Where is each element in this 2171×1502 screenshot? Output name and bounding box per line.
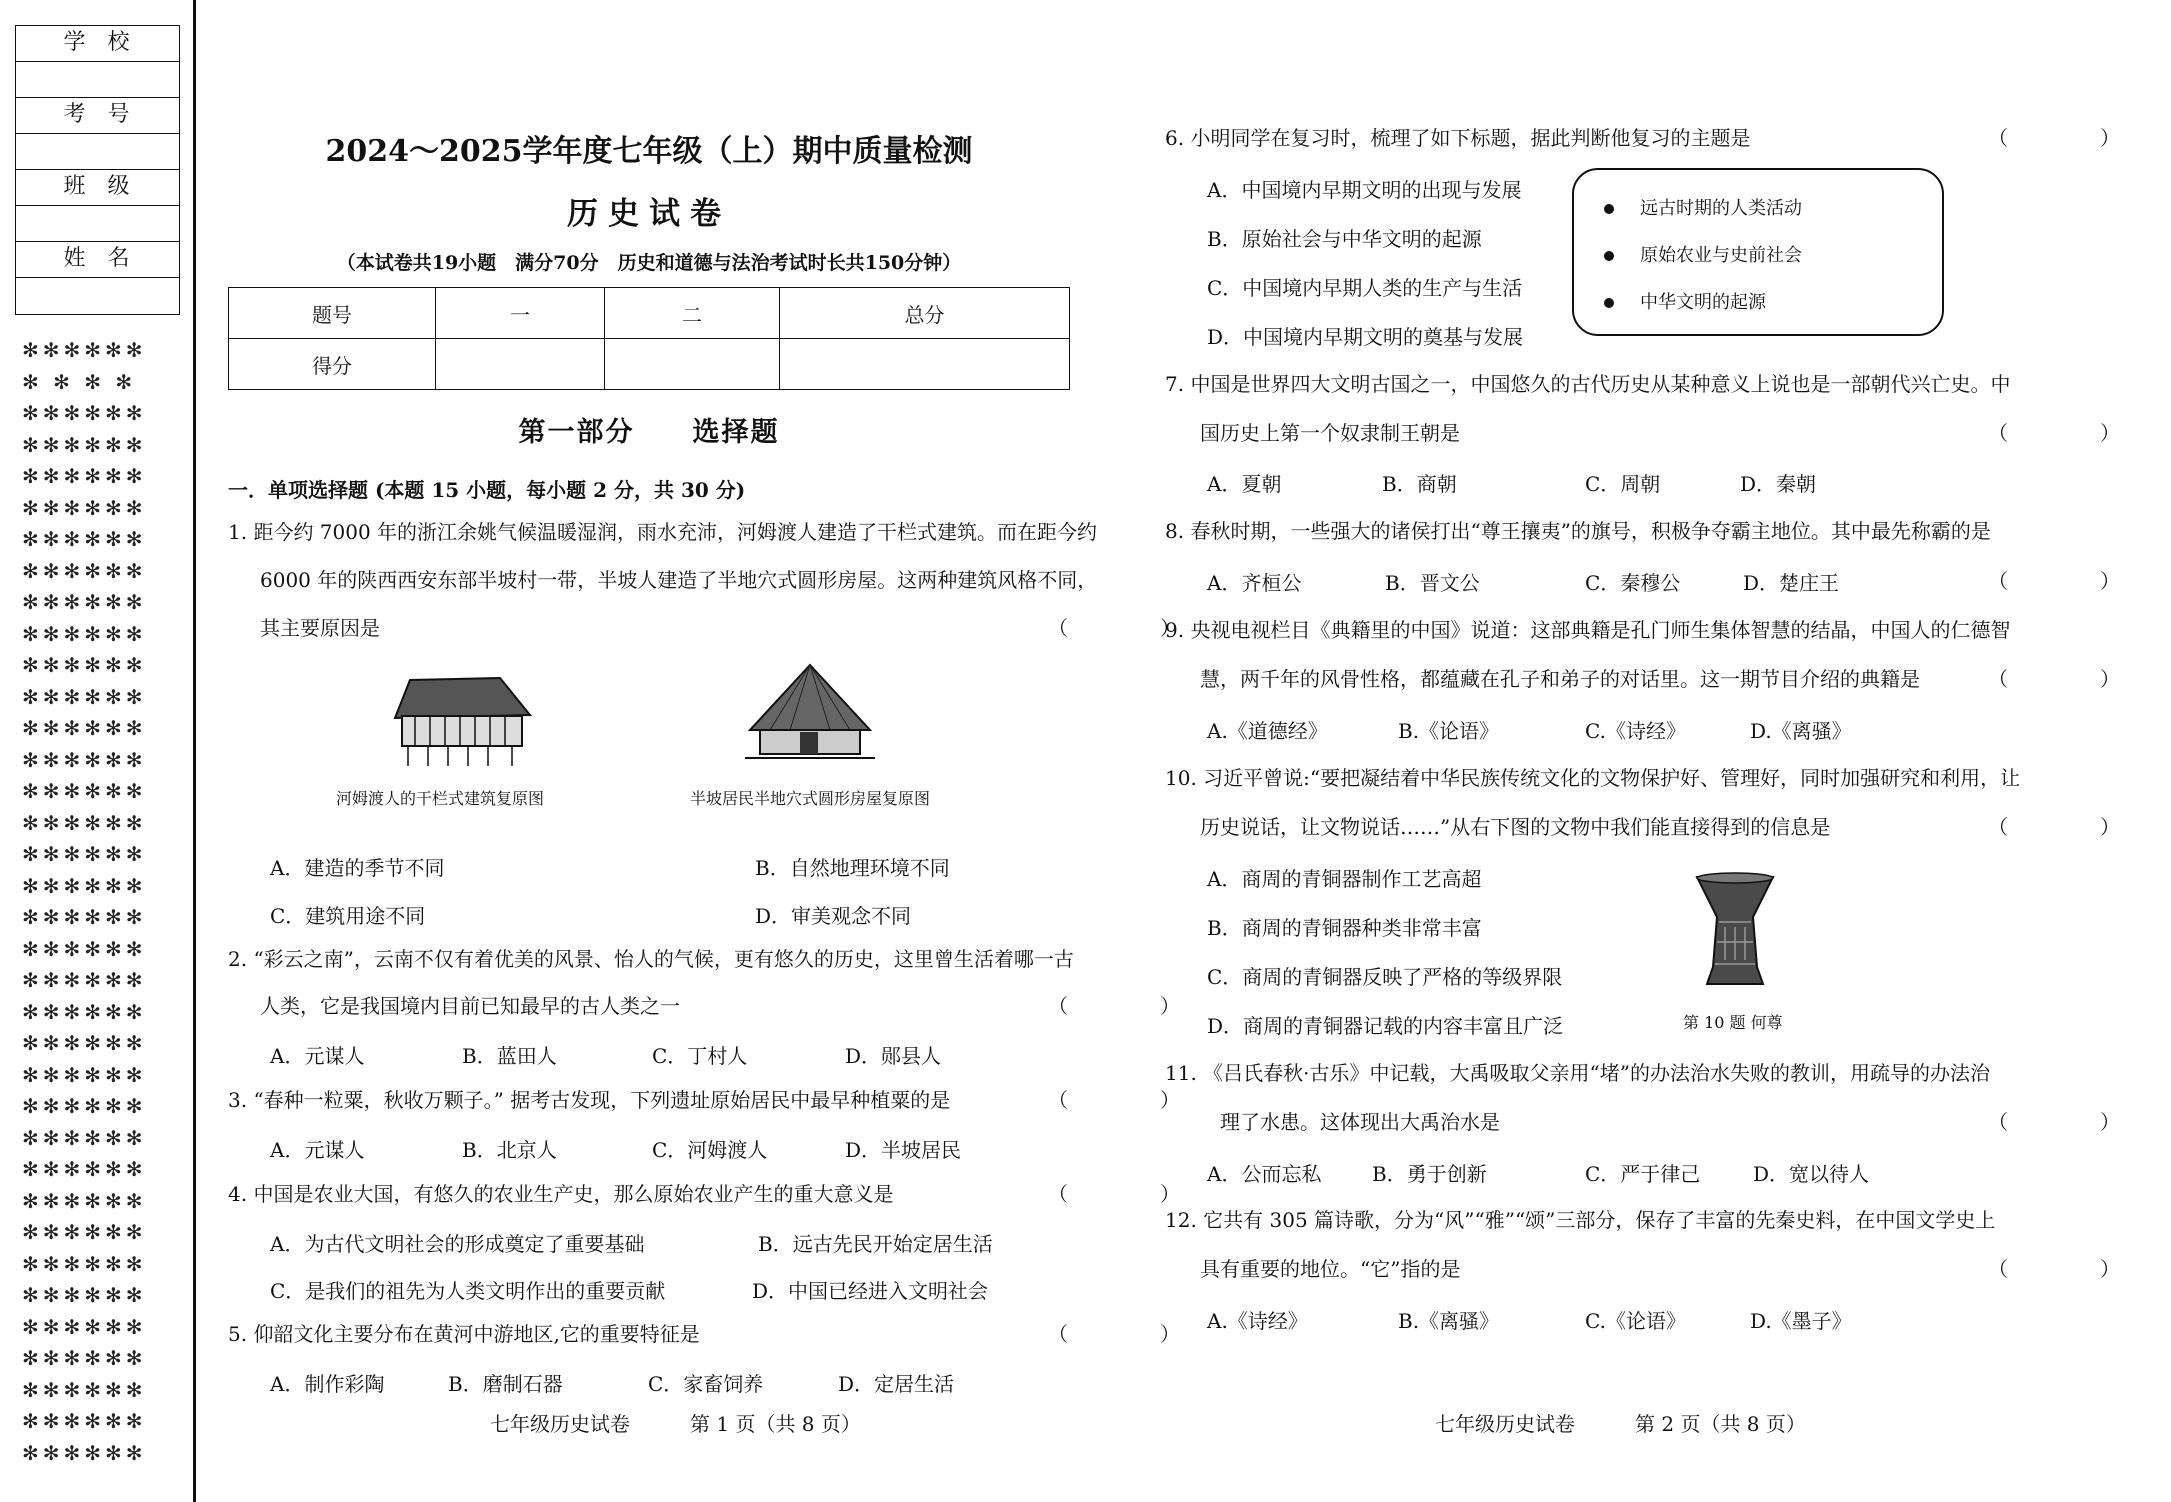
q6-topic-1-text: 远古时期的人类活动 [1640,198,1802,219]
q10-option-d[interactable]: D．商周的青铜器记载的内容丰富且广泛 [1207,1014,1564,1038]
q12-option-c[interactable]: C.《论语》 [1585,1309,1686,1333]
q4-option-d[interactable]: D．中国已经进入文明社会 [752,1279,989,1303]
q7-option-a[interactable]: A．夏朝 [1207,472,1282,496]
exam-subtitle: 历史试卷 [567,196,731,232]
q9-line1: 9. 央视电视栏目《典籍里的中国》说道：这部典籍是孔门师生集体智慧的结晶，中国人的仁德智 [1165,618,2011,642]
q7-line1: 7. 中国是世界四大文明古国之一，中国悠久的古代历史从某种意义上说也是一部朝代兴亡史。中 [1165,372,2011,396]
binding-line [193,0,196,1502]
q1-answer-paren[interactable]: （ ） [1048,616,1216,640]
school-label-row [16,26,179,62]
q6-topic-2 [1604,241,1802,267]
q11-answer-paren[interactable]: （ ） [1988,1110,2156,1134]
score-header-qnum: 题号 [229,288,436,339]
exam-title: 2024～2025学年度七年级（上）期中质量检测 [325,134,973,169]
q5-option-c[interactable]: C．家畜饲养 [648,1372,764,1396]
q3-line1: 3. “春种一粒粟，秋收万颗子。” 据考古发现，下列遗址原始居民中最早种植粟的是 [228,1088,951,1112]
class-label-row [16,170,179,206]
bullet-icon [1604,204,1614,214]
q11-line1: 11. 《吕氏春秋·古乐》中记载，大禹吸取父亲用“堵”的办法治水失败的教训，用疏导的办法治 [1165,1061,1990,1085]
q1-line3: 其主要原因是 [260,616,380,640]
q6-topic-1 [1604,194,1802,220]
q6-topic-box [1572,168,1944,336]
q10-option-c[interactable]: C．商周的青铜器反映了严格的等级界限 [1207,965,1563,989]
page1-footer: 七年级历史试卷 第 1 页（共 8 页） [490,1412,861,1436]
q8-option-b[interactable]: B．晋文公 [1385,571,1480,595]
q11-option-a[interactable]: A．公而忘私 [1207,1162,1322,1186]
round-house-illustration [740,660,880,770]
name-label-row [16,242,179,278]
student-info-box [15,25,180,315]
q9-answer-paren[interactable]: （ ） [1988,667,2156,691]
q10-line1: 10. 习近平曾说:“要把凝结着中华民族传统文化的文物保护好、管理好，同时加强研究和利用，让 [1165,766,2021,790]
q4-option-c[interactable]: C．是我们的祖先为人类文明作出的重要贡献 [270,1279,666,1303]
q2-line1: 2. “彩云之南”，云南不仅有着优美的风景、怡人的气候，更有悠久的历史，这里曾生活着哪一古 [228,947,1074,971]
q12-option-a[interactable]: A.《诗经》 [1207,1309,1308,1333]
bullet-icon [1604,251,1614,261]
q6-option-d[interactable]: D．中国境内早期文明的奠基与发展 [1207,325,1524,349]
school-label: 学校 [63,30,152,55]
q11-option-d[interactable]: D．宽以待人 [1753,1162,1870,1186]
part-one-title: 第一部分 选择题 [518,417,780,448]
q1-option-a[interactable]: A．建造的季节不同 [270,856,445,880]
q7-line2: 国历史上第一个奴隶制王朝是 [1200,421,1460,445]
q6-topic-2-text: 原始农业与史前社会 [1640,245,1802,266]
q9-option-a[interactable]: A.《道德经》 [1207,719,1328,743]
q4-line1: 4. 中国是农业大国，有悠久的农业生产史，那么原始农业产生的重大意义是 [228,1182,894,1206]
q2-option-a[interactable]: A．元谋人 [270,1044,365,1068]
q6-option-b[interactable]: B．原始社会与中华文明的起源 [1207,227,1482,251]
seal-line-stars: ✻✻✻✻✻✻ ✻ ✻ ✻ ✻ ✻✻✻✻✻✻ ✻✻✻✻✻✻ ✻✻✻✻✻✻ ✻✻✻✻✻✻ ✻✻✻✻✻✻ ✻✻✻✻✻✻ ✻✻✻✻✻✻ ✻✻✻✻✻✻ ✻✻✻✻✻✻ ✻✻✻✻✻✻ ✻✻✻✻✻✻ ✻✻✻✻✻✻ ✻✻✻✻✻✻ ✻✻✻✻✻✻ ✻✻✻✻✻✻ ✻✻✻✻✻✻ ✻✻✻✻✻✻ ✻✻✻✻✻✻ ✻✻✻✻✻✻ ✻✻✻✻✻✻ ✻✻✻✻✻✻ ✻✻✻✻✻✻ ✻✻✻✻✻✻ ✻✻✻✻✻✻ ✻✻✻✻✻✻ ✻✻✻✻✻✻ ✻✻✻✻✻✻ ✻✻✻✻✻✻ ✻✻✻✻✻✻ ✻✻✻✻✻✻ ✻✻✻✻✻✻ ✻✻✻✻✻✻ ✻✻✻✻✻✻ ✻✻✻✻✻✻ [22,338,147,1465]
score-header-total: 总分 [780,288,1070,339]
exam-number-field[interactable] [16,134,179,170]
q7-option-c[interactable]: C．周朝 [1585,472,1661,496]
q8-option-d[interactable]: D．楚庄王 [1743,571,1840,595]
page2-footer: 七年级历史试卷 第 2 页（共 8 页） [1435,1412,1806,1436]
stilt-house-illustration [380,670,540,770]
q1-caption-left: 河姆渡人的干栏式建筑复原图 [336,789,545,808]
score-row-label: 得分 [229,339,436,390]
q9-line2: 慧，两千年的风骨性格，都蕴藏在孔子和弟子的对话里。这一期节目介绍的典籍是 [1200,667,1920,691]
q12-line2: 具有重要的地位。“它”指的是 [1200,1257,1461,1281]
q4-answer-paren[interactable]: （ ） [1048,1182,1216,1206]
q8-option-c[interactable]: C．秦穆公 [1585,571,1681,595]
q9-option-c[interactable]: C.《诗经》 [1585,719,1686,743]
school-field[interactable] [16,62,179,98]
q3-option-b[interactable]: B．北京人 [462,1138,557,1162]
q10-answer-paren[interactable]: （ ） [1988,815,2156,839]
q1-line2: 6000 年的陕西西安东部半坡村一带，半坡人建造了半地穴式圆形房屋。这两种建筑风格不同， [260,568,1098,592]
q7-answer-paren[interactable]: （ ） [1988,421,2156,445]
bullet-icon [1604,298,1614,308]
q4-option-b[interactable]: B．远古先民开始定居生活 [758,1232,993,1256]
q2-line2: 人类，它是我国境内目前已知最早的古人类之一 [260,994,680,1018]
q2-option-d[interactable]: D．郧县人 [845,1044,942,1068]
q7-option-b[interactable]: B．商朝 [1382,472,1457,496]
q3-answer-paren[interactable]: （ ） [1048,1088,1216,1112]
q10-option-a[interactable]: A．商周的青铜器制作工艺高超 [1207,867,1482,891]
q6-option-a[interactable]: A．中国境内早期文明的出现与发展 [1207,178,1522,202]
q8-line1: 8. 春秋时期，一些强大的诸侯打出“尊王攘夷”的旗号，积极争夺霸主地位。其中最先称霸的是 [1165,519,1991,543]
q7-option-d[interactable]: D．秦朝 [1740,472,1817,496]
q2-option-b[interactable]: B．蓝田人 [462,1044,557,1068]
q1-option-d[interactable]: D．审美观念不同 [755,904,912,928]
class-field[interactable] [16,206,179,242]
name-label: 姓名 [63,246,152,271]
score-header-two: 二 [605,288,780,339]
q10-caption: 第 10 题 何尊 [1683,1013,1783,1032]
q6-option-c[interactable]: C．中国境内早期人类的生产与生活 [1207,276,1523,300]
q3-option-d[interactable]: D．半坡居民 [845,1138,962,1162]
q5-option-d[interactable]: D．定居生活 [838,1372,955,1396]
he-zun-bronze-illustration [1685,872,1785,992]
name-field[interactable] [16,278,179,314]
q3-option-a[interactable]: A．元谋人 [270,1138,365,1162]
class-label: 班级 [63,174,152,199]
q5-line1: 5. 仰韶文化主要分布在黄河中游地区,它的重要特征是 [228,1322,700,1346]
q1-option-c[interactable]: C．建筑用途不同 [270,904,426,928]
exam-number-label: 考号 [63,102,152,127]
q12-answer-paren[interactable]: （ ） [1988,1257,2156,1281]
q1-line1: 1. 距今约 7000 年的浙江余姚气候温暖湿润，雨水充沛，河姆渡人建造了干栏式建筑。而在距今约 [228,520,1098,544]
binding-margin [0,0,200,1502]
exam-note: （本试卷共19小题 满分70分 历史和道德与法治考试时长共150分钟） [336,252,962,274]
q12-option-b[interactable]: B.《离骚》 [1398,1309,1500,1333]
q6-line1: 6. 小明同学在复习时，梳理了如下标题，据此判断他复习的主题是 [1165,126,1751,150]
q1-option-b[interactable]: B．自然地理环境不同 [755,856,950,880]
q9-option-b[interactable]: B.《论语》 [1398,719,1500,743]
q11-option-b[interactable]: B．勇于创新 [1372,1162,1487,1186]
q6-topic-3 [1604,288,1766,314]
q11-option-c[interactable]: C．严于律己 [1585,1162,1701,1186]
q11-line2: 理了水患。这体现出大禹治水是 [1220,1110,1500,1134]
q9-option-d[interactable]: D.《离骚》 [1750,719,1852,743]
q5-answer-paren[interactable]: （ ） [1048,1322,1216,1346]
score-cell-two[interactable] [605,339,780,390]
q10-line2: 历史说话，让文物说话……”从右下图的文物中我们能直接得到的信息是 [1200,815,1831,839]
q5-option-b[interactable]: B．磨制石器 [448,1372,563,1396]
q8-option-a[interactable]: A．齐桓公 [1207,571,1302,595]
q8-answer-paren[interactable]: （ ） [1988,569,2156,593]
q6-answer-paren[interactable]: （ ） [1988,126,2156,150]
q1-caption-right: 半坡居民半地穴式圆形房屋复原图 [690,789,931,808]
q4-option-a[interactable]: A．为古代文明社会的形成奠定了重要基础 [270,1232,645,1256]
q12-line1: 12. 它共有 305 篇诗歌，分为“风”“雅”“颂”三部分，保存了丰富的先秦史料，在中国文学史上 [1165,1208,1996,1232]
score-table [228,287,1070,390]
section-one-title: 一．单项选择题 (本题 15 小题，每小题 2 分，共 30 分) [228,478,746,502]
q12-option-d[interactable]: D.《墨子》 [1750,1309,1852,1333]
q5-option-a[interactable]: A．制作彩陶 [270,1372,385,1396]
score-cell-total[interactable] [780,339,1070,390]
exam-number-label-row [16,98,179,134]
q6-topic-3-text: 中华文明的起源 [1640,292,1766,313]
score-cell-one[interactable] [436,339,605,390]
score-header-one: 一 [436,288,605,339]
q2-option-c[interactable]: C．丁村人 [652,1044,748,1068]
q2-answer-paren[interactable]: （ ） [1048,994,1216,1018]
q10-option-b[interactable]: B．商周的青铜器种类非常丰富 [1207,916,1482,940]
q3-option-c[interactable]: C．河姆渡人 [652,1138,768,1162]
